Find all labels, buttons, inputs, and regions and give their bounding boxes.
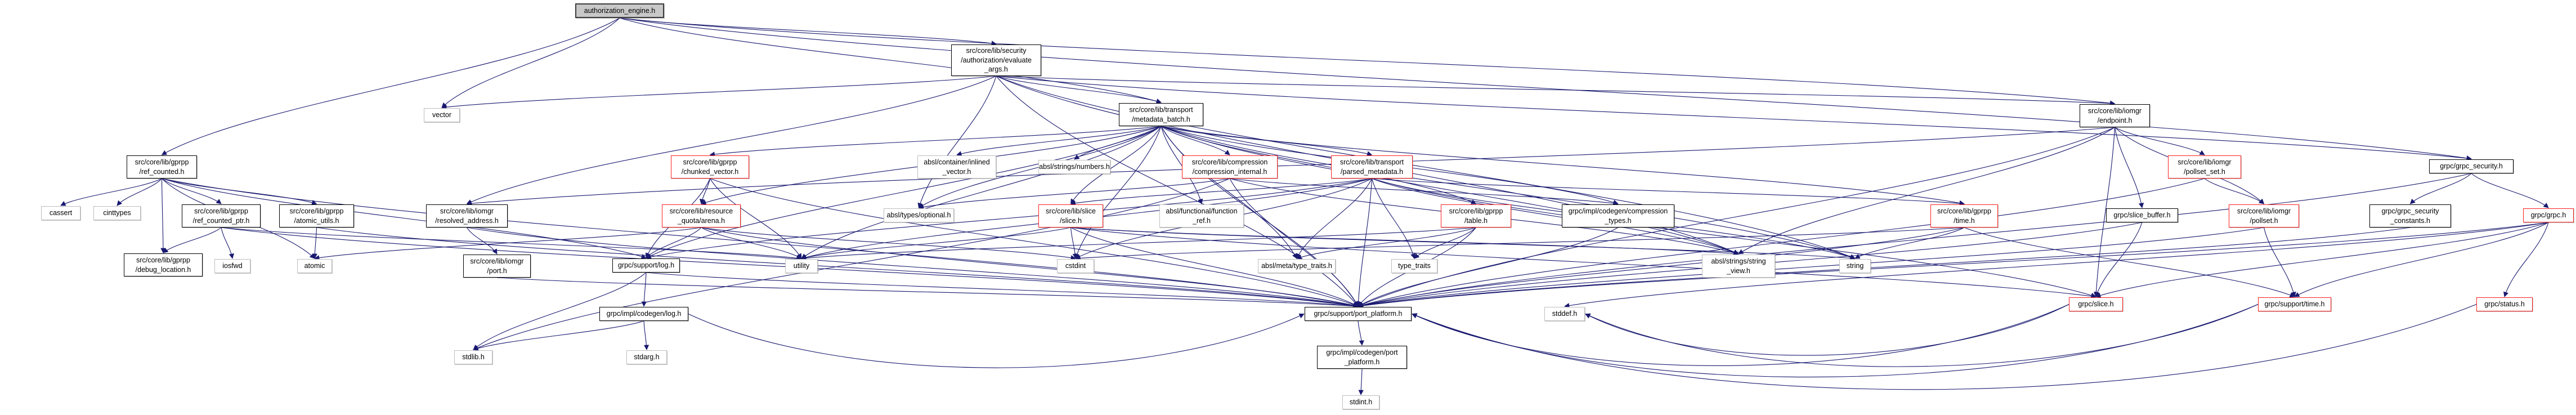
- node-label: src/core/lib/transport: [1129, 106, 1193, 114]
- node-status[interactable]: [2476, 297, 2533, 311]
- node-label: src/core/lib/gprpp: [1449, 207, 1503, 215]
- node-label: atomic: [304, 262, 325, 270]
- node-metadata-batch[interactable]: [1119, 103, 1203, 126]
- node-label: /port.h: [487, 266, 507, 275]
- node-type-traits[interactable]: [1391, 259, 1437, 273]
- node-label: /metadata_batch.h: [1132, 115, 1190, 123]
- node-label: src/core/lib/resource: [669, 207, 733, 215]
- node-cassert[interactable]: [41, 206, 80, 220]
- node-label: authorization_engine.h: [584, 6, 656, 15]
- node-cinttypes[interactable]: [93, 206, 141, 220]
- node-label: _ref.h: [1193, 216, 1211, 225]
- node-label: src/core/lib/gprpp: [1937, 207, 1991, 215]
- node-label: grpc/support/port_platform.h: [1314, 310, 1403, 318]
- node-label: cstdint: [1065, 262, 1086, 270]
- node-inlined-vector[interactable]: [917, 155, 996, 179]
- node-stdlib[interactable]: [454, 350, 492, 364]
- node-label: utility: [793, 262, 810, 270]
- node-pollset[interactable]: [2229, 204, 2299, 227]
- node-label: string: [1846, 262, 1864, 270]
- edge-pollset_set-to-port_platform: [1358, 179, 2205, 306]
- node-label: _constants.h: [2390, 216, 2430, 225]
- node-slice-buffer[interactable]: [2106, 208, 2178, 222]
- node-label: /table.h: [1464, 216, 1488, 225]
- node-label: iosfwd: [222, 262, 243, 270]
- node-label: /debug_location.h: [135, 265, 191, 274]
- edge-parsed_metadata-to-grpc_slice: [1372, 179, 2096, 297]
- edge-codegen_log-to-stdarg: [644, 321, 647, 350]
- edge-support_time-to-port_platform: [1412, 305, 2258, 377]
- node-label: /parsed_metadata.h: [1340, 167, 1404, 176]
- node-label: type_traits: [1398, 262, 1431, 270]
- node-label: absl/container/inlined: [924, 158, 990, 166]
- node-compression-internal[interactable]: [1182, 155, 1278, 179]
- edge-iomgr_port-to-port_platform: [497, 278, 1358, 306]
- edge-slice_buffer-to-grpc_slice: [2096, 222, 2142, 297]
- node-function-ref[interactable]: [1159, 204, 1244, 227]
- edge-grpc_security-to-port_platform: [1358, 173, 2471, 306]
- node-label: /ref_counted.h: [139, 167, 185, 176]
- edge-compression_internal-to-stdlib: [473, 179, 1230, 350]
- edge-grpc_slice-to-stddef: [1585, 305, 2069, 356]
- node-label: _platform.h: [1344, 358, 1380, 366]
- node-label: absl/strings/numbers.h: [1039, 163, 1110, 171]
- node-label: vector: [432, 111, 452, 119]
- edge-gprpp_time-to-cstdint: [1076, 227, 1964, 258]
- edge-grpc_security-to-security_constants: [2411, 173, 2472, 204]
- node-debug-location[interactable]: [124, 253, 203, 276]
- node-ref-counted[interactable]: [127, 155, 197, 179]
- node-label: /authorization/evaluate: [961, 56, 1032, 64]
- node-grpc-slice[interactable]: [2069, 297, 2123, 311]
- edge-root-to-ref_counted: [162, 18, 620, 155]
- node-endpoint[interactable]: [2080, 104, 2150, 127]
- node-label: _types.h: [1605, 216, 1632, 225]
- node-label: /compression_internal.h: [1192, 167, 1267, 176]
- node-label: /pollset_set.h: [2184, 167, 2225, 176]
- node-iomgr-port[interactable]: [463, 255, 531, 278]
- edge-pollset-to-port_platform: [1358, 227, 2264, 306]
- edge-arena-to-cstdint: [701, 227, 1076, 258]
- edge-ref_counted_ptr-to-debug_location: [163, 227, 221, 253]
- edge-ref_counted_ptr-to-iosfwd: [221, 227, 232, 258]
- edge-grpc_slice-to-port_platform: [1412, 305, 2069, 366]
- node-label: src/core/lib/security: [966, 47, 1027, 55]
- edge-codegen_log-to-port_platform: [688, 314, 1304, 368]
- edge-root-to-vector: [442, 18, 620, 108]
- edge-arena-to-utility: [701, 227, 801, 258]
- edge-grpc_grpc-to-support_time: [2295, 222, 2548, 297]
- node-port-platform[interactable]: [1305, 307, 1412, 321]
- edge-root-to-grpc_security: [620, 18, 2471, 159]
- node-security-constants[interactable]: [2369, 204, 2451, 227]
- edge-slice_slice-to-cstdint: [1071, 227, 1076, 258]
- node-label: src/core/lib/iomgr: [2178, 158, 2232, 166]
- edge-root-to-endpoint: [620, 18, 2115, 104]
- node-chunked-vector[interactable]: [671, 155, 749, 179]
- node-grpc-security[interactable]: [2429, 159, 2514, 173]
- node-atomic-utils[interactable]: [279, 204, 354, 227]
- edge-ref_counted-to-debug_location: [162, 179, 164, 253]
- node-codegen-log[interactable]: [599, 307, 688, 321]
- node-label: src/core/lib/iomgr: [440, 207, 494, 215]
- node-label: absl/meta/type_traits.h: [1261, 262, 1332, 270]
- node-vector[interactable]: [424, 108, 460, 122]
- node-label: grpc/grpc.h: [2530, 211, 2566, 220]
- edge-codegen_port_platform-to-stdint: [1361, 369, 1362, 395]
- node-ref-counted-ptr[interactable]: [182, 204, 261, 227]
- edge-atomic_utils-to-atomic: [315, 227, 317, 258]
- edge-metadata_batch-to-meta_type_traits: [1161, 126, 1297, 258]
- node-stdint[interactable]: [1342, 395, 1379, 409]
- node-label: cinttypes: [103, 209, 131, 217]
- node-label: /pollset.h: [2250, 216, 2278, 225]
- node-meta-type-traits[interactable]: [1258, 259, 1336, 273]
- node-root[interactable]: [575, 3, 664, 18]
- edge-pollset-to-support_time: [2264, 227, 2295, 297]
- node-label: src/core/lib/gprpp: [194, 207, 248, 215]
- node-slice-slice[interactable]: [1038, 204, 1103, 227]
- node-resolved-address[interactable]: [426, 204, 508, 227]
- node-string[interactable]: [1839, 259, 1871, 273]
- node-label: src/core/lib/gprpp: [135, 158, 189, 166]
- node-numbers[interactable]: [1038, 160, 1110, 174]
- edge-endpoint-to-pollset_set: [2115, 127, 2205, 155]
- edge-ref_counted-to-cinttypes: [117, 179, 162, 206]
- node-label: /time.h: [1954, 216, 1975, 225]
- node-label: grpc/grpc_security.h: [2440, 162, 2503, 171]
- edge-gprpp_time-to-support_time: [1964, 227, 2295, 297]
- node-label: absl/strings/string: [1711, 257, 1766, 265]
- node-label: grpc/grpc_security: [2381, 207, 2439, 215]
- edge-parsed_metadata-to-string_view: [1372, 179, 1739, 254]
- node-support-time[interactable]: [2258, 297, 2331, 311]
- edge-grpc_grpc-to-grpc_slice: [2096, 222, 2548, 297]
- edge-metadata_batch-to-support_log: [646, 126, 1161, 258]
- node-label: /ref_counted_ptr.h: [192, 216, 250, 225]
- node-label: grpc/slice_buffer.h: [2113, 211, 2171, 220]
- edge-security_constants-to-port_platform: [1358, 227, 2411, 306]
- edge-resolved_address-to-port_platform: [467, 227, 1359, 306]
- edge-chunked_vector-to-port_platform: [710, 179, 1359, 306]
- node-label: stddef.h: [1552, 310, 1578, 318]
- edge-metadata_batch-to-string_view: [1161, 126, 1739, 254]
- node-label: absl/types/optional.h: [886, 211, 951, 220]
- node-support-log[interactable]: [612, 258, 680, 273]
- node-label: /chunked_vector.h: [681, 167, 739, 176]
- node-cstdint[interactable]: [1057, 259, 1094, 273]
- node-label: grpc/support/time.h: [2264, 300, 2325, 309]
- node-label: grpc/impl/codegen/port: [1326, 349, 1398, 356]
- edge-evaluate_args-to-metadata_batch: [996, 76, 1161, 102]
- node-label: _quota/arena.h: [677, 216, 725, 225]
- node-evaluate-args[interactable]: [951, 44, 1041, 76]
- edge-grpc_grpc-to-status: [2505, 222, 2548, 297]
- edge-slice_slice-to-utility: [801, 227, 1071, 258]
- node-label: grpc/support/log.h: [617, 261, 675, 270]
- edge-pollset_set-to-pollset: [2205, 179, 2264, 204]
- node-iosfwd[interactable]: [214, 259, 250, 273]
- node-arena[interactable]: [662, 204, 741, 227]
- node-label: src/core/lib/transport: [1339, 158, 1404, 166]
- node-compression-types[interactable]: [1562, 204, 1674, 227]
- edge-support_time-to-stddef: [1585, 305, 2258, 367]
- node-label: src/core/lib/iomgr: [470, 257, 524, 265]
- node-label: src/core/lib/gprpp: [136, 256, 190, 264]
- node-stddef[interactable]: [1544, 307, 1585, 321]
- node-label: stdarg.h: [634, 353, 660, 362]
- edge-parsed_metadata-to-port_platform: [1358, 179, 1372, 306]
- node-label: _view.h: [1727, 266, 1750, 275]
- edge-ref_counted-to-ref_counted_ptr: [162, 179, 222, 204]
- edge-ref_counted-to-port_platform: [162, 179, 1359, 306]
- node-label: src/core/lib/gprpp: [683, 158, 737, 166]
- node-label: grpc/slice.h: [2078, 300, 2114, 309]
- node-label: stdint.h: [1349, 398, 1373, 407]
- node-gprpp-time[interactable]: [1930, 204, 1998, 227]
- edge-grpc_security-to-grpc_grpc: [2471, 173, 2548, 208]
- node-label: absl/functional/function: [1166, 207, 1238, 215]
- node-stdarg[interactable]: [626, 350, 667, 364]
- node-label: grpc/impl/codegen/log.h: [606, 310, 682, 318]
- edge-evaluate_args-to-grpc_security: [996, 76, 2471, 159]
- edge-grpc_grpc-to-port_platform: [1358, 222, 2548, 306]
- node-label: src/core/lib/slice: [1046, 207, 1096, 215]
- edge-table-to-utility: [801, 227, 1476, 258]
- edge-codegen_log-to-stdlib: [473, 321, 644, 350]
- edge-compression_internal-to-port_platform: [1230, 179, 1358, 306]
- edge-ref_counted-to-cassert: [61, 179, 162, 206]
- edge-support_log-to-codegen_log: [644, 273, 646, 306]
- node-label: src/core/lib/gprpp: [289, 207, 344, 215]
- edge-port_platform-to-codegen_port_platform: [1358, 321, 1362, 345]
- node-utility[interactable]: [785, 259, 818, 273]
- node-label: grpc/status.h: [2484, 300, 2525, 309]
- node-label: grpc/impl/codegen/compression: [1568, 207, 1668, 215]
- node-parsed-metadata[interactable]: [1331, 155, 1413, 179]
- node-label: /resolved_address.h: [435, 216, 499, 225]
- node-label: /atomic_utils.h: [294, 216, 339, 225]
- node-atomic[interactable]: [297, 259, 332, 273]
- node-string-view[interactable]: [1702, 255, 1775, 278]
- edge-evaluate_args-to-optional: [919, 76, 997, 208]
- node-codegen-port-platform[interactable]: [1317, 346, 1407, 369]
- node-label: /slice.h: [1060, 216, 1082, 225]
- edge-evaluate_args-to-resolved_address: [467, 76, 997, 204]
- node-label: src/core/lib/iomgr: [2237, 207, 2291, 215]
- node-label: /endpoint.h: [2097, 116, 2133, 124]
- node-optional[interactable]: [884, 208, 954, 222]
- edge-table-to-meta_type_traits: [1297, 227, 1476, 258]
- node-label: src/core/lib/compression: [1191, 158, 1268, 166]
- node-label: cassert: [49, 209, 73, 217]
- node-label: _vector.h: [942, 167, 971, 176]
- node-label: _args.h: [984, 65, 1008, 74]
- node-table[interactable]: [1441, 204, 1511, 227]
- node-pollset-set[interactable]: [2168, 155, 2241, 179]
- node-label: stdlib.h: [462, 353, 485, 362]
- node-label: src/core/lib/iomgr: [2087, 107, 2142, 115]
- node-grpc-grpc[interactable]: [2523, 208, 2574, 222]
- edge-arena-to-support_log: [646, 227, 701, 258]
- edge-root-to-metadata_batch: [620, 18, 1161, 102]
